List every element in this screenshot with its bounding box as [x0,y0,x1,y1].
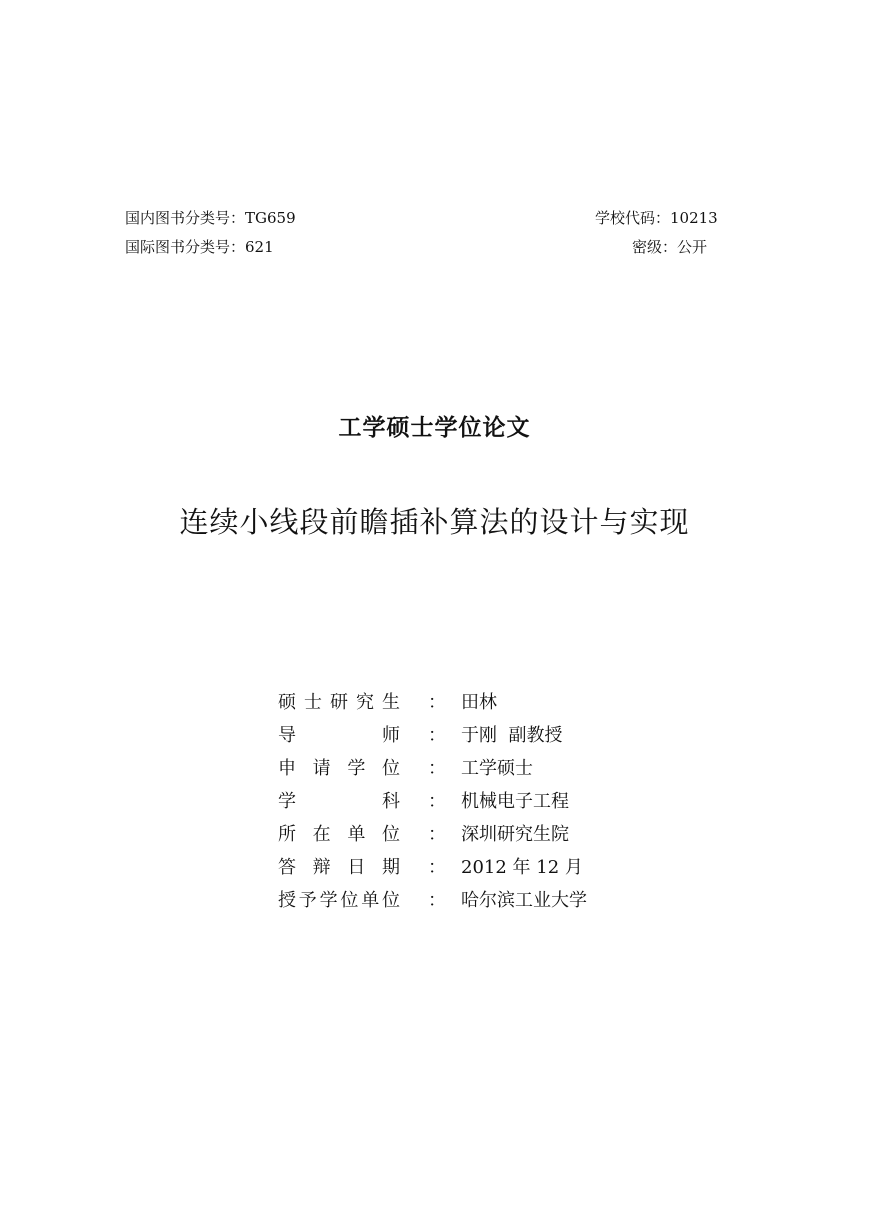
label-char: 研 [330,692,348,713]
label-char: 位 [340,890,359,911]
label-char: 授 [278,890,296,911]
info-value-discipline: 机械电子工程 [461,791,569,812]
info-row-affiliation [278,822,638,855]
info-value-supervisor: 于刚 副教授 [461,725,563,746]
label-char: 位 [381,824,400,845]
info-label [278,690,400,716]
label-char: 请 [312,758,331,779]
label-char: 硕 [278,692,296,713]
label-char: 学 [278,791,296,812]
degree-title: 工学硕士学位论文 [338,415,531,441]
label-char: 师 [382,725,400,746]
label-char: 位 [381,758,400,779]
info-row-defense-date [278,855,638,888]
info-label [278,789,400,815]
label-char: 单 [361,890,380,911]
info-row-discipline [278,789,638,822]
info-colon: ： [428,857,446,878]
label-char: 科 [382,791,400,812]
info-colon: ： [428,725,446,746]
info-value-affiliation: 深圳研究生院 [461,824,569,845]
info-label [278,888,400,914]
label-char: 申 [278,758,296,779]
label-char: 辩 [312,857,331,878]
label-char: 予 [298,890,317,911]
label-char: 究 [356,692,374,713]
label-char: 期 [381,857,400,878]
info-row-degree-granting-unit [278,888,638,921]
info-colon: ： [428,692,446,713]
label-char: 答 [278,857,296,878]
info-label [278,855,400,881]
thesis-info-table [278,690,638,921]
info-colon: ： [428,824,446,845]
security-level: 密级：公开 [632,238,708,256]
info-row-degree-applied [278,756,638,789]
domestic-classification-number: 国内图书分类号：TG659 [125,209,296,227]
label-char: 士 [304,692,322,713]
info-colon: ： [428,758,446,779]
label-char: 学 [347,758,366,779]
info-label [278,723,400,749]
info-row-supervisor [278,723,638,756]
info-row-graduate-student [278,690,638,723]
international-classification-number: 国际图书分类号：621 [125,238,274,256]
info-colon: ： [428,890,446,911]
label-char: 学 [319,890,338,911]
thesis-title: 连续小线段前瞻插补算法的设计与实现 [179,505,690,539]
info-value-degree: 工学硕士 [461,758,533,779]
label-char: 导 [278,725,296,746]
label-char: 生 [382,692,400,713]
info-value-defense-date: 2012 年 12 月 [461,857,583,878]
info-value-student: 田林 [461,692,497,713]
info-colon: ： [428,791,446,812]
label-char: 在 [312,824,331,845]
info-label [278,756,400,782]
label-char: 单 [347,824,366,845]
school-code: 学校代码：10213 [595,209,718,227]
label-char: 所 [278,824,296,845]
info-label [278,822,400,848]
label-char: 位 [381,890,400,911]
info-value-granting-unit: 哈尔滨工业大学 [461,890,587,911]
label-char: 日 [347,857,366,878]
